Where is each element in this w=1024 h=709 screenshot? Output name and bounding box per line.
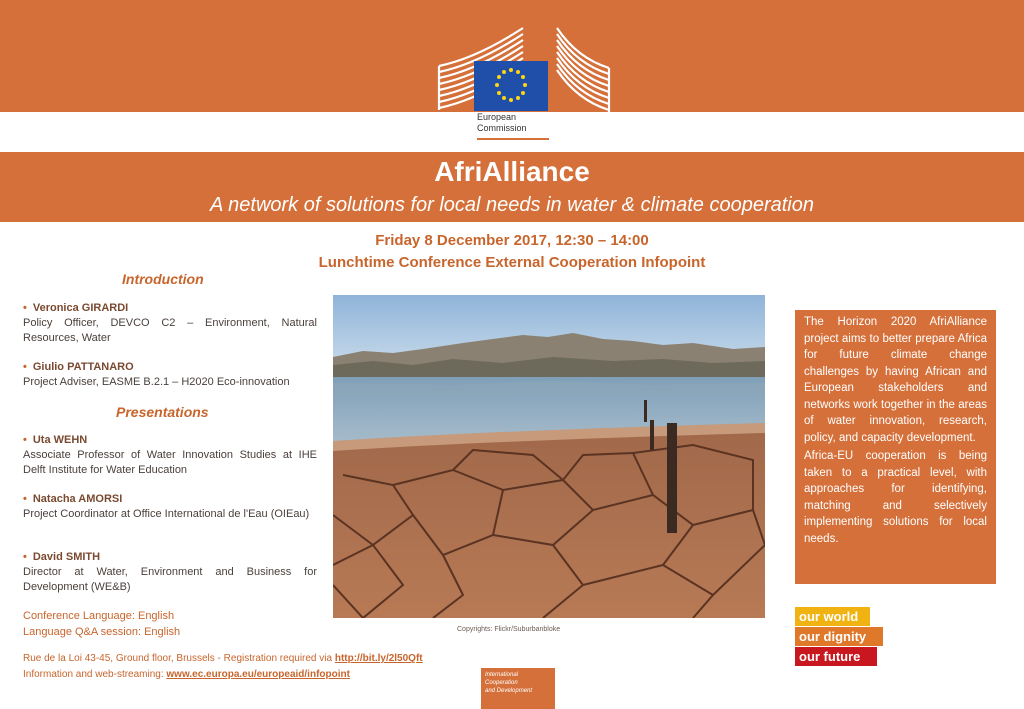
- bullet-icon: •: [23, 493, 27, 505]
- introduction-heading: Introduction: [122, 271, 204, 287]
- infopoint-link[interactable]: www.ec.europa.eu/europeaid/infopoint: [166, 669, 350, 680]
- bullet-icon: •: [23, 434, 27, 446]
- speaker-name: David SMITH: [32, 551, 101, 563]
- speaker-name: Giulio PATTANARO: [32, 361, 134, 373]
- streaming-label: Information and web-streaming:: [23, 669, 167, 680]
- project-description-box: [795, 310, 996, 584]
- iccd-line-1: International: [485, 672, 519, 678]
- motto-our-future: our future: [795, 647, 877, 666]
- qa-language: Language Q&A session: English: [23, 626, 181, 638]
- speaker-name: Natacha AMORSI: [32, 493, 123, 505]
- streaming-line: [23, 667, 350, 683]
- iccd-line-2: Cooperation: [485, 680, 518, 686]
- speaker-entry: [23, 550, 317, 595]
- speaker-entry: [23, 433, 317, 478]
- speaker-entry: [23, 360, 317, 390]
- bullet-icon: •: [23, 361, 27, 373]
- speaker-entry: [23, 492, 317, 522]
- logo-line-1: European: [477, 112, 517, 122]
- dg-devco-logo: [481, 668, 555, 709]
- address-line: [23, 651, 423, 667]
- european-commission-logo: [437, 24, 613, 148]
- european-commission-wordmark: [477, 112, 527, 134]
- iccd-line-3: and Development: [485, 688, 533, 694]
- page-subtitle: A network of solutions for local needs in water & climate cooperation: [209, 194, 814, 216]
- speaker-role: Project Adviser, EASME B.2.1 – H2020 Eco-innovation: [23, 376, 290, 388]
- speaker-role: Associate Professor of Water Innovation Studies at IHE Delft Institute for Water Education: [23, 449, 317, 476]
- event-datetime: Friday 8 December 2017, 12:30 – 14:00: [375, 232, 649, 249]
- motto-our-dignity: our dignity: [795, 627, 883, 646]
- speaker-role: Director at Water, Environment and Business for Development (WE&B): [23, 566, 317, 593]
- speaker-entry: [23, 301, 317, 346]
- speaker-name: Uta WEHN: [32, 434, 88, 446]
- event-name: Lunchtime Conference External Cooperation Infopoint: [318, 254, 706, 271]
- bullet-icon: •: [23, 302, 27, 314]
- drought-landscape-photo: [333, 295, 765, 618]
- photo-copyright: Copyrights: Flickr/Suburbanbloke: [457, 626, 561, 633]
- address-text: Rue de la Loi 43-45, Ground floor, Brussels - Registration required via: [23, 653, 335, 664]
- logo-underline: [477, 138, 549, 140]
- bullet-icon: •: [23, 551, 27, 563]
- conference-language: Conference Language: English: [23, 610, 175, 622]
- presentations-heading: Presentations: [116, 404, 209, 420]
- speaker-role: Project Coordinator at Office International de l'Eau (OIEau): [23, 508, 310, 520]
- logo-line-2: Commission: [477, 123, 527, 133]
- page-title: AfriAlliance: [434, 156, 590, 187]
- description-paragraph-1: The Horizon 2020 AfriAlliance project aims to better prepare Africa for future climate change challenges by having African and European stakeholders and networks work together in the areas of water innovation, research, policy, and capacity development.: [804, 316, 987, 444]
- motto-our-world: our world: [795, 607, 870, 626]
- description-paragraph-2: Africa-EU cooperation is being taken to a practical level, with approaches for identifying, matching and selectively implementing solutions for local needs.: [804, 450, 987, 545]
- speaker-role: Policy Officer, DEVCO C2 – Environment, Natural Resources, Water: [23, 317, 317, 344]
- speaker-name: Veronica GIRARDI: [32, 302, 129, 314]
- registration-link[interactable]: http://bit.ly/2l50Qft: [334, 653, 423, 664]
